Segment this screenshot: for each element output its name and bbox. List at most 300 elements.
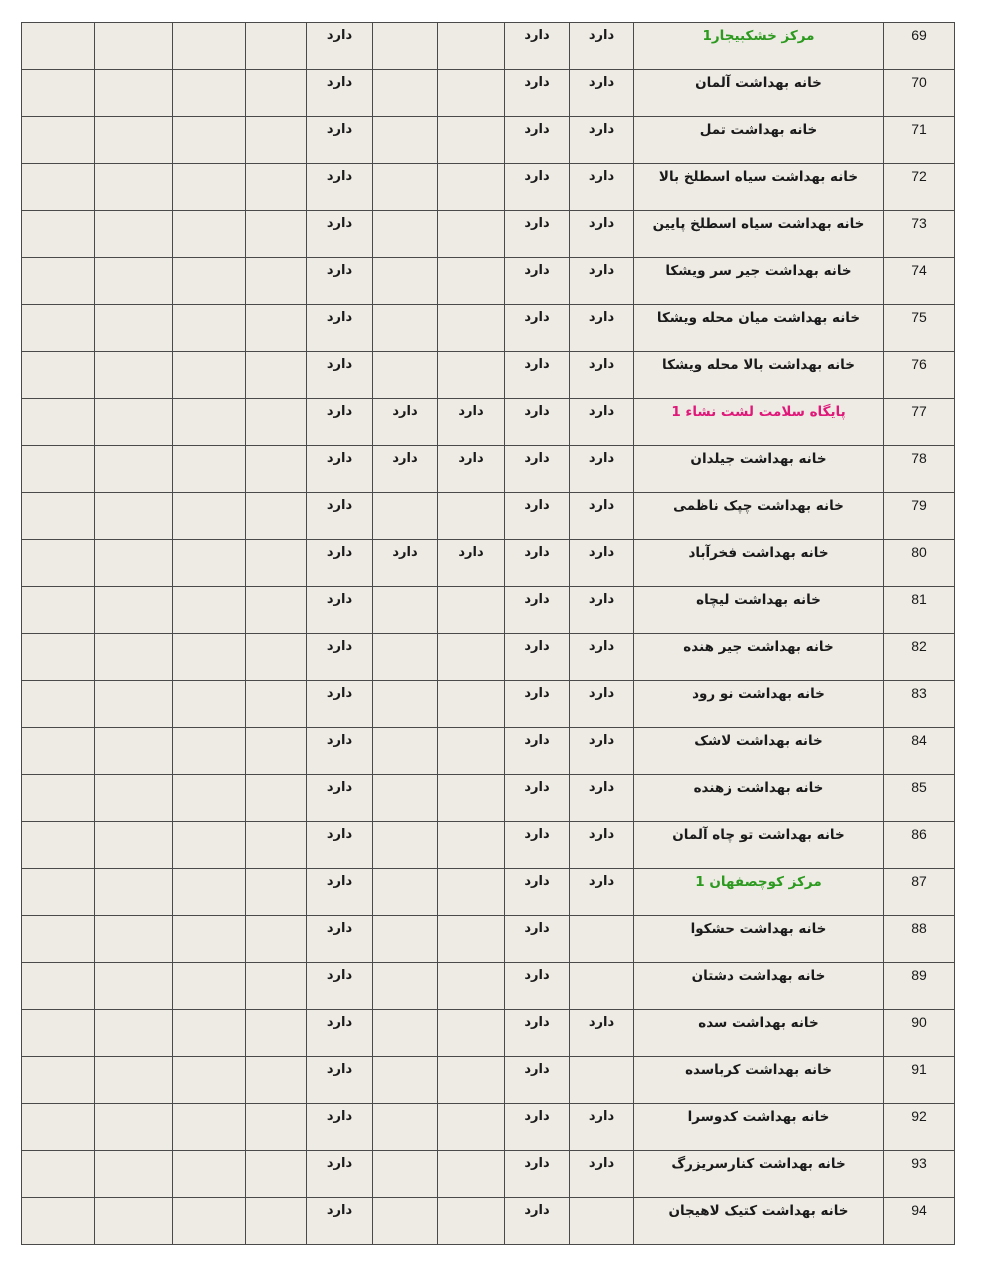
status-cell [570,1104,634,1151]
empty-cell [22,681,95,728]
status-cell [505,117,570,164]
empty-cell [246,634,307,681]
status-cell [570,728,634,775]
status-cell [438,728,505,775]
status-cell [373,634,438,681]
empty-cell [22,399,95,446]
status-cell [373,1198,438,1245]
status-value: دارد [326,733,353,748]
status-cell [373,493,438,540]
status-value [373,775,437,780]
status-cell [373,869,438,916]
empty-cell [246,587,307,634]
row-number-cell [884,681,955,728]
status-cell [438,916,505,963]
empty-cell [173,728,246,775]
facility-name: خانه بهداشت سیاه اسطلخ بالا [658,169,859,185]
row-number-cell [884,587,955,634]
status-cell [505,211,570,258]
status-cell [373,258,438,305]
row-number-cell [884,164,955,211]
status-value: دارد [326,216,353,231]
status-value [373,258,437,263]
status-value: دارد [524,1062,550,1077]
status-cell [438,446,505,493]
facility-name: خانه بهداشت لیچاه [696,592,821,608]
facility-table [21,22,955,1245]
facility-name-cell [634,775,884,822]
status-cell [438,681,505,728]
status-cell [438,1198,505,1245]
status-value [438,775,504,780]
status-value: دارد [588,780,615,795]
empty-cell [173,775,246,822]
status-cell [307,305,373,352]
table-row [22,728,955,775]
status-value: دارد [524,263,550,278]
status-cell [570,822,634,869]
empty-cell [95,211,173,258]
status-value: دارد [588,75,615,90]
status-value [373,1198,437,1203]
empty-cell [173,1104,246,1151]
facility-name: خانه بهداشت تو چاه آلمان [672,827,845,843]
facility-name: مرکز کوچصفهان 1 [695,874,822,890]
row-number-cell [884,1010,955,1057]
empty-cell [95,1151,173,1198]
empty-cell [246,352,307,399]
row-number-cell [884,352,955,399]
status-cell [570,164,634,211]
status-value [438,681,504,686]
table-row [22,1198,955,1245]
empty-cell [95,23,173,70]
status-cell [505,1198,570,1245]
empty-cell [22,1151,95,1198]
facility-name: خانه بهداشت چپک ناظمی [673,498,844,514]
status-value [438,1057,504,1062]
status-cell [307,399,373,446]
table-row [22,1057,955,1104]
status-value [373,1057,437,1062]
status-cell [307,493,373,540]
facility-name-cell [634,1010,884,1057]
facility-name: خانه بهداشت سده [698,1015,819,1031]
status-cell [373,352,438,399]
facility-name-cell [634,164,884,211]
empty-cell [95,117,173,164]
row-number-cell [884,305,955,352]
status-cell [505,963,570,1010]
status-value: دارد [588,1015,615,1030]
empty-cell [246,399,307,446]
status-value [438,587,504,592]
status-value: دارد [326,545,353,560]
status-value [373,634,437,639]
facility-name-cell [634,540,884,587]
empty-cell [95,1057,173,1104]
status-value [438,352,504,357]
table-row [22,23,955,70]
empty-cell [22,446,95,493]
row-number: 82 [911,638,927,654]
status-cell [570,1151,634,1198]
empty-cell [173,117,246,164]
status-cell [307,681,373,728]
row-number-cell [884,399,955,446]
row-number: 84 [911,732,927,748]
status-cell [438,164,505,211]
status-value [570,963,633,968]
empty-cell [246,23,307,70]
empty-cell [173,164,246,211]
table-row [22,446,955,493]
status-cell [505,1010,570,1057]
status-value: دارد [524,545,550,560]
status-cell [505,728,570,775]
status-cell [570,681,634,728]
status-value [373,1010,437,1015]
empty-cell [246,869,307,916]
status-cell [570,1010,634,1057]
status-cell [438,352,505,399]
empty-cell [173,23,246,70]
table-row [22,1104,955,1151]
status-value: دارد [524,639,550,654]
row-number: 93 [911,1155,927,1171]
status-value: دارد [392,451,418,466]
status-value: دارد [326,404,353,419]
status-cell [307,775,373,822]
empty-cell [95,587,173,634]
empty-cell [22,1057,95,1104]
status-cell [373,1057,438,1104]
row-number: 83 [911,685,927,701]
status-value: دارد [588,592,615,607]
status-value [438,23,504,28]
empty-cell [173,540,246,587]
empty-cell [95,1104,173,1151]
status-value [373,117,437,122]
status-value [373,305,437,310]
empty-cell [22,117,95,164]
facility-name: خانه بهداشت دشتان [691,968,826,984]
row-number: 74 [911,262,927,278]
status-cell [570,1198,634,1245]
table-row [22,634,955,681]
status-value: دارد [326,827,353,842]
empty-cell [173,258,246,305]
empty-cell [95,1198,173,1245]
status-value: دارد [588,28,615,43]
facility-name: مرکز خشکبیجار1 [702,28,815,44]
status-cell [307,258,373,305]
status-value: دارد [588,263,615,278]
empty-cell [173,681,246,728]
table-row [22,775,955,822]
status-value: دارد [326,357,353,372]
status-cell [307,634,373,681]
status-cell [505,587,570,634]
status-value [438,916,504,921]
row-number: 79 [911,497,927,513]
empty-cell [246,70,307,117]
empty-cell [22,822,95,869]
status-value: دارد [524,404,550,419]
table-row [22,211,955,258]
empty-cell [95,916,173,963]
row-number: 69 [911,27,927,43]
row-number: 90 [911,1014,927,1030]
status-cell [373,822,438,869]
facility-name-cell [634,446,884,493]
facility-name-cell [634,681,884,728]
status-value [438,493,504,498]
status-value: دارد [524,1203,550,1218]
empty-cell [246,446,307,493]
row-number-cell [884,916,955,963]
empty-cell [246,117,307,164]
facility-name: خانه بهداشت جیر سر ویشکا [665,263,852,279]
status-value: دارد [588,1156,615,1171]
facility-name: خانه بهداشت کنارسریزرگ [671,1156,846,1172]
empty-cell [22,1104,95,1151]
empty-cell [95,869,173,916]
row-number-cell [884,1104,955,1151]
status-cell [570,963,634,1010]
status-cell [570,258,634,305]
status-value: دارد [326,1015,353,1030]
empty-cell [95,540,173,587]
facility-name: خانه بهداشت کتیک لاهیجان [668,1203,849,1219]
empty-cell [95,164,173,211]
row-number-cell [884,963,955,1010]
status-value [373,352,437,357]
status-cell [505,258,570,305]
table-row [22,70,955,117]
status-cell [438,634,505,681]
status-value: دارد [326,1156,353,1171]
status-value: دارد [588,169,615,184]
row-number-cell [884,728,955,775]
status-value: دارد [524,1156,550,1171]
empty-cell [173,916,246,963]
status-value: دارد [326,28,353,43]
status-cell [373,775,438,822]
facility-name: خانه بهداشت بالا محله ویشکا [662,357,855,373]
empty-cell [95,399,173,446]
empty-cell [173,1198,246,1245]
status-value: دارد [524,968,550,983]
row-number-cell [884,869,955,916]
table-row [22,1151,955,1198]
status-cell [373,117,438,164]
status-cell [373,211,438,258]
status-value [373,916,437,921]
table-body [22,23,955,1245]
row-number: 76 [911,356,927,372]
status-cell [373,681,438,728]
table-row [22,117,955,164]
status-cell [505,164,570,211]
status-cell [570,23,634,70]
status-value: دارد [524,216,550,231]
status-value: دارد [524,921,550,936]
empty-cell [173,70,246,117]
status-cell [307,963,373,1010]
status-value: دارد [588,545,615,560]
empty-cell [246,1151,307,1198]
empty-cell [246,728,307,775]
status-cell [307,352,373,399]
table-row [22,963,955,1010]
status-value: دارد [588,122,615,137]
status-value: دارد [326,169,353,184]
status-value [438,164,504,169]
status-cell [307,1010,373,1057]
status-cell [307,211,373,258]
empty-cell [22,869,95,916]
status-cell [373,446,438,493]
status-cell [505,446,570,493]
facility-name: خانه بهداشت تمل [699,122,818,138]
status-cell [438,1057,505,1104]
empty-cell [173,352,246,399]
row-number-cell [884,1198,955,1245]
status-cell [373,916,438,963]
status-cell [307,540,373,587]
facility-name-cell [634,70,884,117]
status-cell [570,70,634,117]
empty-cell [22,916,95,963]
empty-cell [22,23,95,70]
status-value [373,70,437,75]
status-value: دارد [458,404,484,419]
status-value: دارد [326,780,353,795]
status-value [570,1198,633,1203]
row-number-cell [884,1151,955,1198]
status-cell [373,305,438,352]
empty-cell [246,493,307,540]
facility-name-cell [634,587,884,634]
row-number-cell [884,540,955,587]
empty-cell [246,916,307,963]
status-value [373,493,437,498]
status-value: دارد [524,733,550,748]
facility-name: خانه بهداشت کدوسرا [687,1109,830,1125]
empty-cell [22,258,95,305]
row-number: 70 [911,74,927,90]
facility-name: خانه بهداشت جیلدان [690,451,827,467]
status-value [438,1010,504,1015]
status-cell [438,117,505,164]
status-value [373,822,437,827]
empty-cell [173,634,246,681]
row-number-cell [884,117,955,164]
facility-name: خانه بهداشت آلمان [695,75,822,91]
row-number: 81 [911,591,927,607]
status-cell [307,587,373,634]
status-value: دارد [588,498,615,513]
status-value: دارد [524,874,550,889]
status-value [438,728,504,733]
empty-cell [246,963,307,1010]
empty-cell [22,211,95,258]
status-value: دارد [524,122,550,137]
facility-name-cell [634,1151,884,1198]
status-cell [307,822,373,869]
status-cell [570,775,634,822]
status-cell [505,399,570,446]
status-value: دارد [326,263,353,278]
status-value: دارد [326,968,353,983]
table-row [22,822,955,869]
table-row [22,540,955,587]
empty-cell [173,1151,246,1198]
status-value [438,211,504,216]
status-cell [307,1198,373,1245]
empty-cell [22,352,95,399]
status-value [438,822,504,827]
status-value: دارد [326,310,353,325]
row-number: 71 [911,121,927,137]
status-value: دارد [588,216,615,231]
status-value [438,1198,504,1203]
status-cell [438,211,505,258]
status-cell [505,70,570,117]
row-number-cell [884,23,955,70]
empty-cell [173,587,246,634]
status-cell [438,822,505,869]
empty-cell [95,1010,173,1057]
table-row [22,1010,955,1057]
status-cell [307,1057,373,1104]
status-cell [307,70,373,117]
status-value: دارد [524,310,550,325]
row-number: 75 [911,309,927,325]
table-row [22,916,955,963]
status-cell [438,775,505,822]
facility-name-cell [634,352,884,399]
status-cell [505,23,570,70]
status-value: دارد [326,921,353,936]
status-value: دارد [392,404,418,419]
status-cell [438,1104,505,1151]
empty-cell [95,681,173,728]
empty-cell [246,164,307,211]
status-value: دارد [588,404,615,419]
facility-name: خانه بهداشت نو رود [692,686,825,702]
status-cell [570,446,634,493]
status-cell [570,305,634,352]
facility-name: خانه بهداشت فخرآباد [688,545,829,561]
row-number: 91 [911,1061,927,1077]
status-cell [438,587,505,634]
status-cell [373,587,438,634]
empty-cell [246,305,307,352]
status-value [373,1104,437,1109]
status-value: دارد [326,686,353,701]
status-value: دارد [588,451,615,466]
status-value [373,1151,437,1156]
status-value: دارد [326,1109,353,1124]
status-cell [438,1010,505,1057]
empty-cell [173,493,246,540]
status-cell [505,1104,570,1151]
table-row [22,352,955,399]
empty-cell [95,634,173,681]
status-cell [438,963,505,1010]
